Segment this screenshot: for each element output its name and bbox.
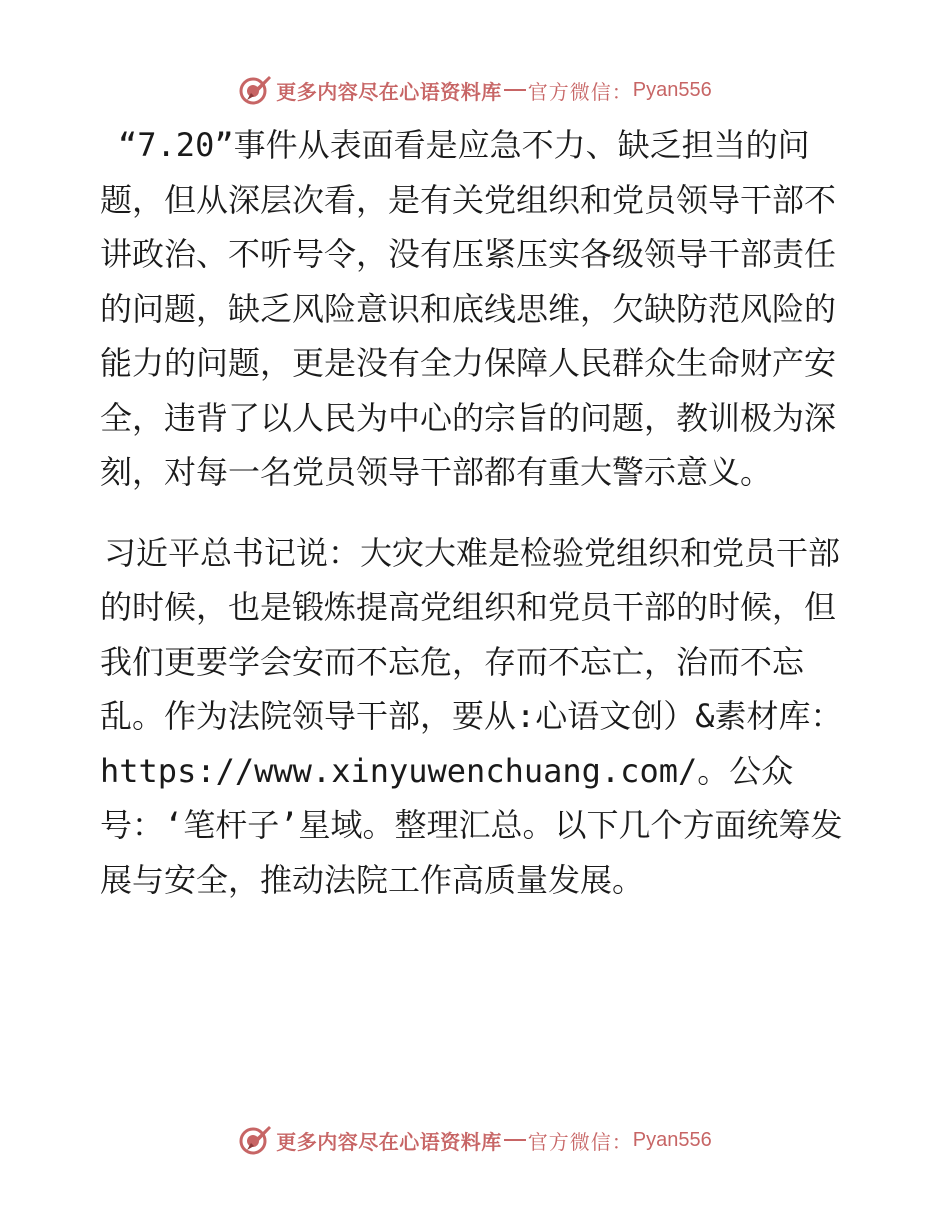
footer-site-text: 更多内容尽在心语资料库 bbox=[276, 1129, 502, 1154]
footer-wechat-label: 官方微信： bbox=[527, 1129, 633, 1154]
footer-dash-divider bbox=[504, 1139, 526, 1141]
header-dash-divider bbox=[504, 89, 526, 91]
body-paragraph-1: “7.20”事件从表面看是应急不力、缺乏担当的问题，但从深层次看，是有关党组织和党员领导干部不讲政治、不听号令，没有压紧压实各级领导干部责任的问题，缺乏风险意识和底线思维，欠缺防范风险的能力的问题，更是没有全力保障人民群众生命财产安全，违背了以人民为中心的宗旨的问题，教训极为深刻，对每一名党员领导干部都有重大警示意义。 bbox=[100, 126, 837, 491]
document-body bbox=[100, 118, 852, 907]
body-paragraph-2: 习近平总书记说：大灾大难是检验党组织和党员干部的时候，也是锻炼提高党组织和党员干部的时候，但我们更要学会安而不忘危，存而不忘亡，治而不忘乱。作为法院领导干部，要从:心语文创）&素材库：https://www.xinyuwenchuang.com/。公众号：‘笔杆子’星域。整理汇总。以下几个方面统筹发展与安全，推动法院工作高质量发展。 bbox=[100, 533, 843, 899]
header-watermark-banner bbox=[0, 72, 950, 108]
header-wechat-label: 官方微信： bbox=[527, 79, 633, 104]
quill-logo-icon bbox=[238, 74, 272, 106]
footer-watermark-banner bbox=[0, 1122, 950, 1158]
header-site-text: 更多内容尽在心语资料库 bbox=[276, 79, 502, 104]
header-wechat-id: Pyan556 bbox=[632, 78, 712, 101]
footer-wechat-id: Pyan556 bbox=[632, 1128, 712, 1151]
quill-logo-icon bbox=[238, 1124, 272, 1156]
